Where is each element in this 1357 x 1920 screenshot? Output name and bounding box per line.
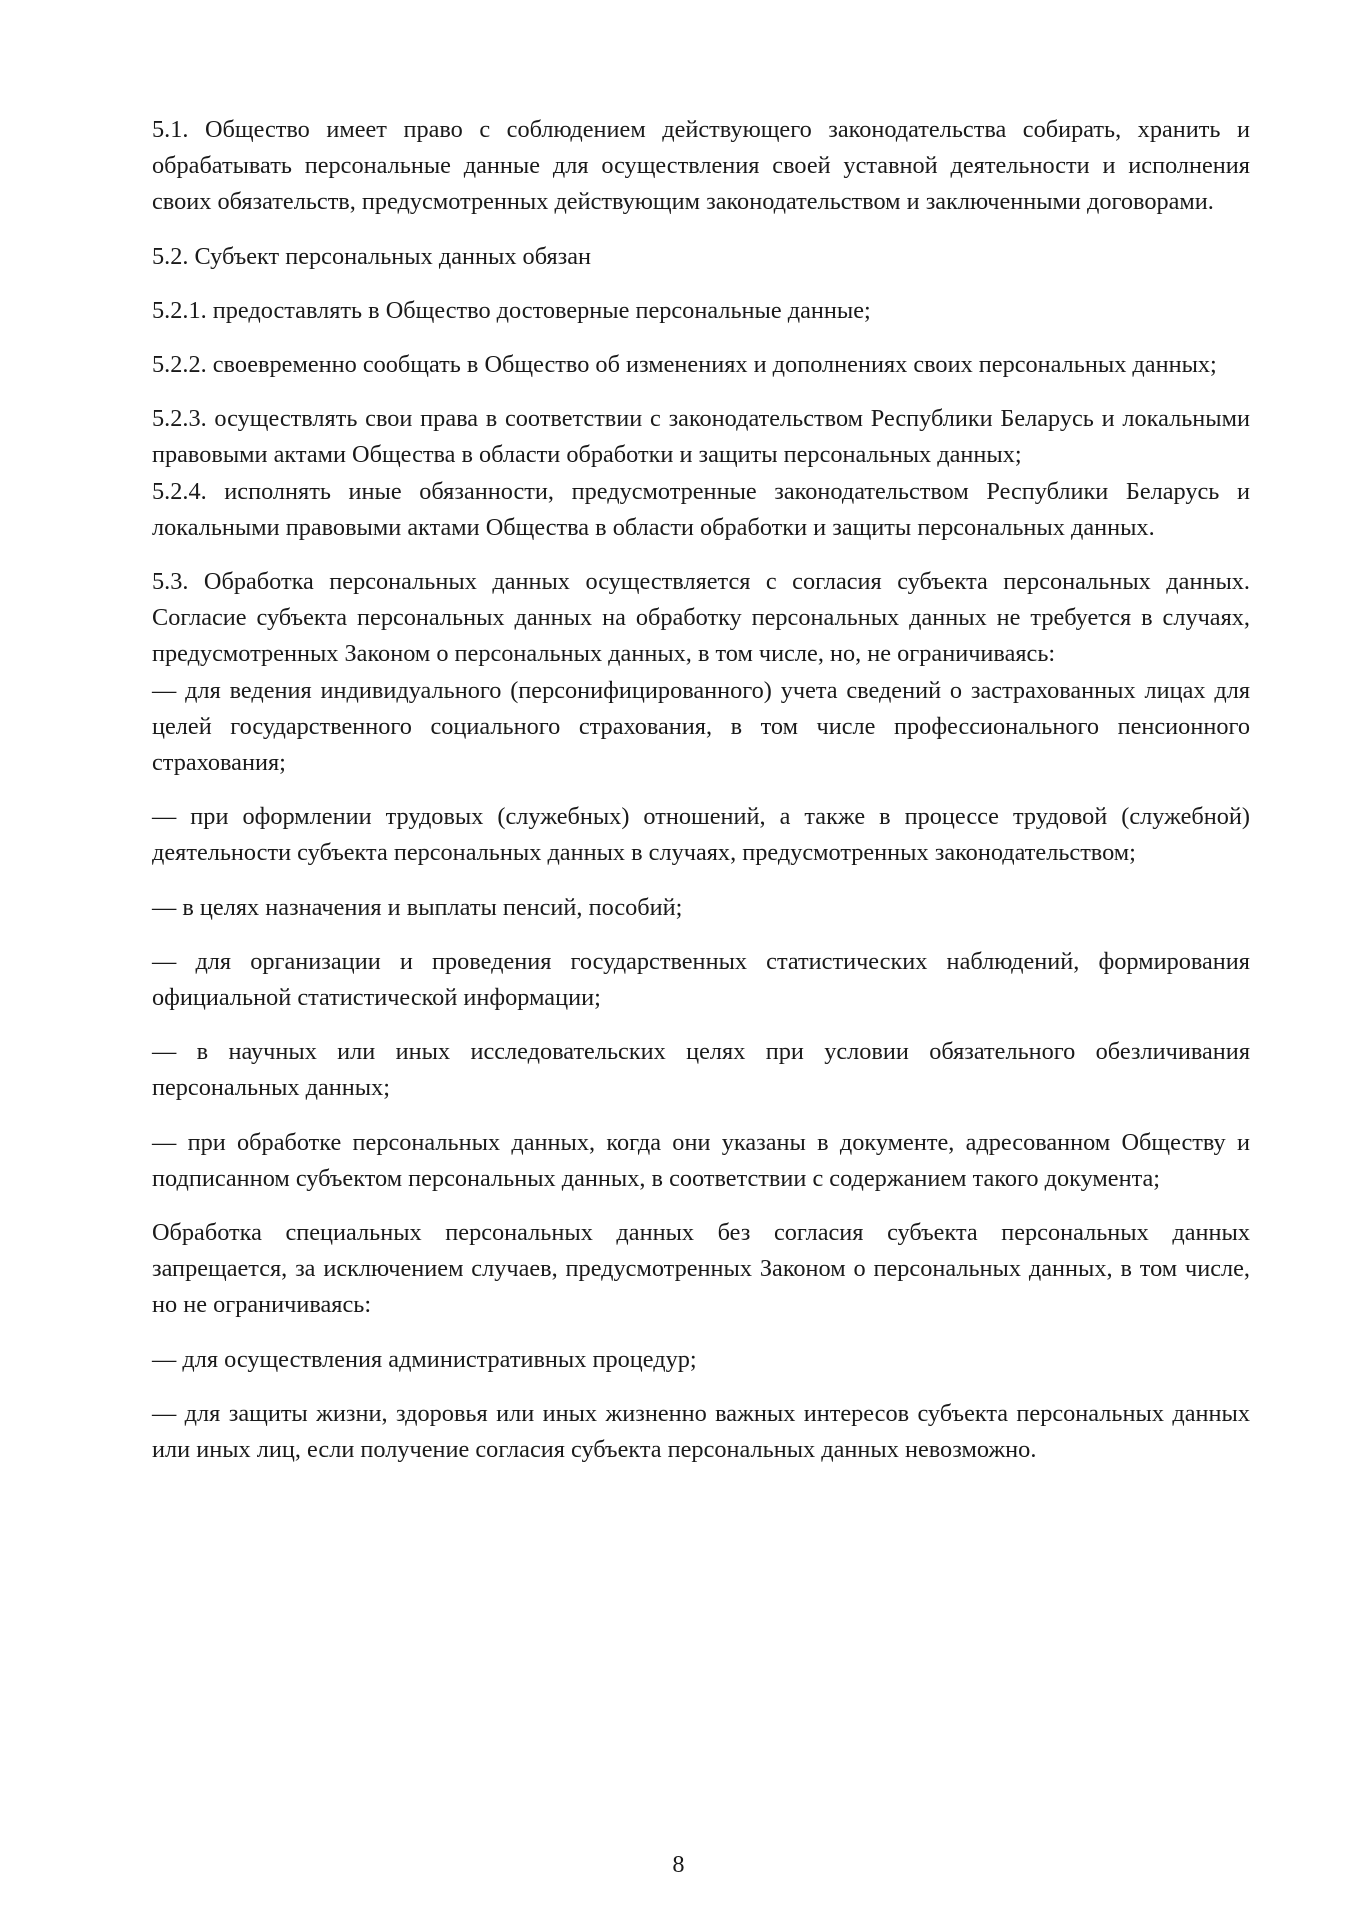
- list-item-research: — в научных или иных исследовательских целях при условии обязательного обезличивания персональных данных;: [152, 1038, 1250, 1102]
- paragraph-5-2-3: 5.2.3. осуществлять свои права в соответствии с законодательством Республики Беларусь и локальными правовыми актами Общества в области обработки и защиты персональных данных;: [152, 405, 1250, 469]
- paragraph-5-3: 5.3. Обработка персональных данных осуществляется с согласия субъекта персональных данных. Согласие субъекта персональных данных на обработку персональных данных не требуется в случаях, предусмотренных Законом о персональных данных, в том числе, но, не ограничиваясь:: [152, 568, 1250, 668]
- list-item-personalized-accounting: — для ведения индивидуального (персонифицированного) учета сведений о застрахованных лицах для целей государственного социального страхования, в том числе профессионального пенсионного страхования;: [152, 676, 1250, 777]
- list-item-labor-relations: — при оформлении трудовых (служебных) отношений, а также в процессе трудовой (служебной) деятельности субъекта персональных данных в случаях, предусмотренных законодательством;: [152, 803, 1250, 867]
- list-item-signed-document: — при обработке персональных данных, когда они указаны в документе, адресованном Обществу и подписанном субъектом персональных данных, в соответствии с содержанием такого документа;: [152, 1128, 1250, 1192]
- paragraph-5-2-1: 5.2.1. предоставлять в Общество достоверные персональные данные;: [152, 296, 871, 324]
- document-page-body: [152, 112, 1250, 1468]
- list-item-pensions: — в целях назначения и выплаты пенсий, пособий;: [152, 893, 683, 921]
- paragraph-5-1: 5.1. Общество имеет право с соблюдением действующего законодательства собирать, хранить и обрабатывать персональные данные для осуществления своей уставной деятельности и исполнения своих обязательств, предусмотренных действующим законодательством и заключенными договорами.: [152, 116, 1250, 216]
- page-number: 8: [672, 1851, 685, 1878]
- list-item-administrative-procedures: — для осуществления административных процедур;: [152, 1345, 697, 1373]
- paragraph-5-2: 5.2. Субъект персональных данных обязан: [152, 242, 592, 270]
- list-item-statistics: — для организации и проведения государственных статистических наблюдений, формирования официальной статистической информации;: [152, 947, 1250, 1012]
- paragraph-special-data: Обработка специальных персональных данных без согласия субъекта персональных данных запрещается, за исключением случаев, предусмотренных Законом о персональных данных, в том числе, но не ограничиваясь:: [152, 1219, 1250, 1319]
- list-item-vital-interests: — для защиты жизни, здоровья или иных жизненно важных интересов субъекта персональных данных или иных лиц, если получение согласия субъекта персональных данных невозможно.: [152, 1399, 1250, 1464]
- paragraph-5-2-4: 5.2.4. исполнять иные обязанности, предусмотренные законодательством Республики Беларусь и локальными правовыми актами Общества в области обработки и защиты персональных данных.: [152, 477, 1250, 541]
- paragraph-5-2-2: 5.2.2. своевременно сообщать в Общество об изменениях и дополнениях своих персональных данных;: [152, 351, 1217, 379]
